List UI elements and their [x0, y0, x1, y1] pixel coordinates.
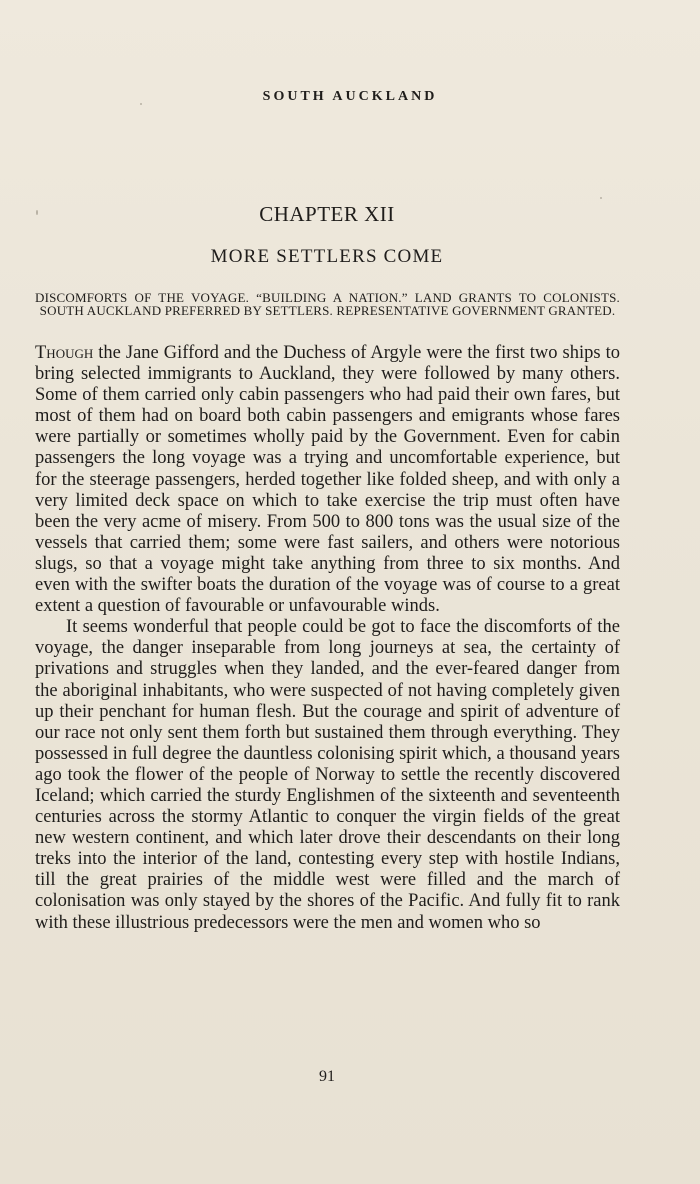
- chapter-number: CHAPTER XII: [259, 202, 395, 226]
- chapter-synopsis: DISCOMFORTS OF THE VOYAGE. “BUILDING A NATION.” LAND GRANTS TO COLONISTS. SOUTH AUCKLAND PREFERRED BY SETTLERS. REPRESENTATIVE GOVERNMENT GRANTED.: [35, 290, 620, 318]
- chapter-title: MORE SETTLERS COME: [210, 246, 444, 267]
- paragraph-2: It seems wonderful that people could be got to face the discomforts of the voyage, the danger inseparable from long journeys at sea, the certainty of privations and struggles when they landed, and the ever-feared danger from the aboriginal inhabitants, who were suspected of not having completely given up their penchant for human flesh. But the courage and spirit of adventure of our race not only sent them forth but sustained them through everything. They possessed in full degree the dauntless colonising spirit which, a thousand years ago took the flower of the people of Norway to settle the recently discovered Iceland; which carried the sturdy Englishmen of the sixteenth and seventeenth centuries across the stormy Atlantic to conquer the virgin fields of the great new western continent, and which later drove their descendants on their long treks into the interior of the land, contesting every step with hostile Indians, till the great prairies of the middle west were filled and the march of colonisation was only stayed by the shores of the Pacific. And fully fit to rank with these illustrious predecessors were the men and women who so: [35, 617, 620, 933]
- paragraph-1-body: the Jane Gifford and the Duchess of Argyle were the first two ships to bring selected immigrants to Auckland, they were followed by many others. Some of them carried only cabin passengers who had paid their own fares, but most of them had on board both cabin passengers and emigrants whose fares were partially or sometimes wholly paid by the Government. Even for cabin passengers the long voyage was a trying and uncomfortable experience, but for the steerage passengers, herded together like folded sheep, and with only a very limited deck space on which to take exercise the trip must often have been the very acme of misery. From 500 to 800 tons was the usual size of the vessels that carried them; some were fast sailers, and others were notorious slugs, so that a voyage might take anything from three to six months. And even with the swifter boats the duration of the voyage was of course to a great extent a question of favourable or unfavourable winds.: [35, 343, 620, 617]
- body-text: [35, 343, 620, 934]
- paper-speck: [600, 197, 602, 199]
- paragraph-lead-word: Though: [35, 343, 94, 363]
- running-head: SOUTH AUCKLAND: [262, 89, 438, 104]
- page-number: 91: [319, 1068, 335, 1085]
- paragraph-1: [35, 343, 620, 617]
